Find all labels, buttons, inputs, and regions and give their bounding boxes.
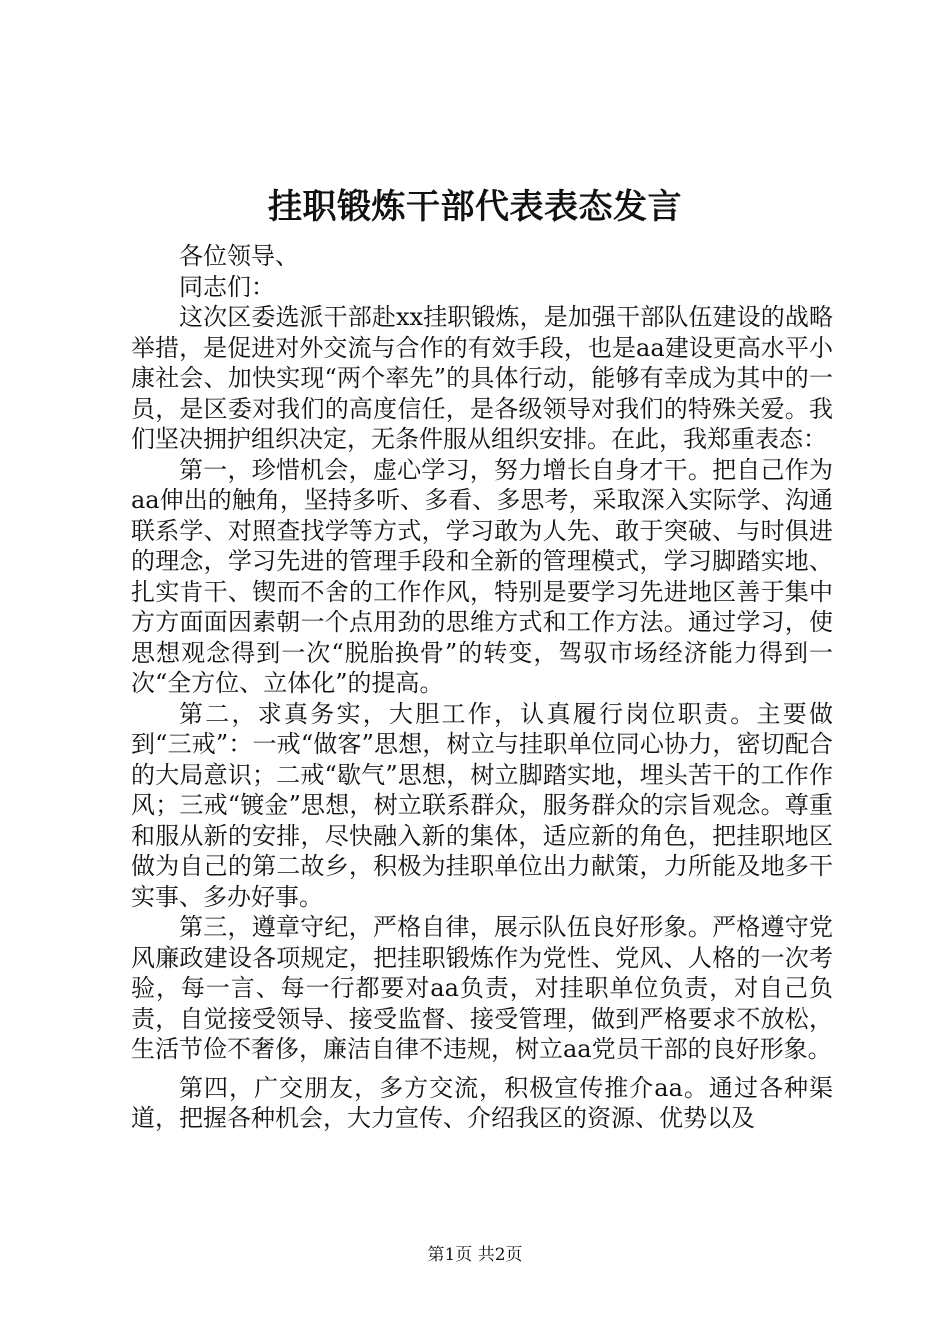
document-title: 挂职锻炼干部代表表态发言 [268, 187, 682, 227]
document-body [131, 241, 833, 1134]
body-paragraph: 这次区委选派干部赴xx挂职锻炼，是加强干部队伍建设的战略举措，是促进对外交流与合作的有效手段，也是aa建设更高水平小康社会、加快实现“两个率先”的具体行动，能够有幸成为其中的一员，是区委对我们的高度信任，是各级领导对我们的特殊关爱。我们坚决拥护组织决定，无条件服从组织安排。在此，我郑重表态： [131, 303, 833, 453]
body-paragraph: 第二，求真务实，大胆工作，认真履行岗位职责。主要做到“三戒”：一戒“做客”思想，树立与挂职单位同心协力，密切配合的大局意识；二戒“歇气”思想，树立脚踏实地，埋头苦干的工作作风；三戒“镀金”思想，树立联系群众，服务群众的宗旨观念。尊重和服从新的安排，尽快融入新的集体，适应新的角色，把挂职地区做为自己的第二故乡，积极为挂职单位出力献策，力所能及地多干实事、多办好事。 [131, 699, 833, 911]
salutation-line: 各位领导、 [179, 242, 299, 270]
salutation-line: 同志们： [179, 272, 275, 301]
body-paragraph: 第三，遵章守纪，严格自律，展示队伍良好形象。严格遵守党风廉政建设各项规定，把挂职锻炼作为党性、党风、人格的一次考验，每一言、每一行都要对aa负责，对挂职单位负责，对自己负责，自觉接受领导、接受监督、接受管理，做到严格要求不放松，生活节俭不奢侈，廉洁自律不违规，树立aa党员干部的良好形象。 [131, 913, 833, 1063]
body-paragraph: 第一，珍惜机会，虚心学习，努力增长自身才干。把自己作为aa伸出的触角，坚持多听、多看、多思考，采取深入实际学、沟通联系学、对照查找学等方式，学习敢为人先、敢于突破、与时俱进的理念，学习先进的管理手段和全新的管理模式，学习脚踏实地、扎实肯干、锲而不舍的工作作风，特别是要学习先进地区善于集中方方面面因素朝一个点用劲的思维方式和工作方法。通过学习，使思想观念得到一次“脱胎换骨”的转变，驾驭市场经济能力得到一次“全方位、立体化”的提高。 [131, 455, 833, 697]
body-paragraph: 第四，广交朋友，多方交流，积极宣传推介aa。通过各种渠道，把握各种机会，大力宣传、介绍我区的资源、优势以及 [131, 1073, 833, 1132]
page-number-footer: 第1页 共2页 [427, 1245, 523, 1265]
